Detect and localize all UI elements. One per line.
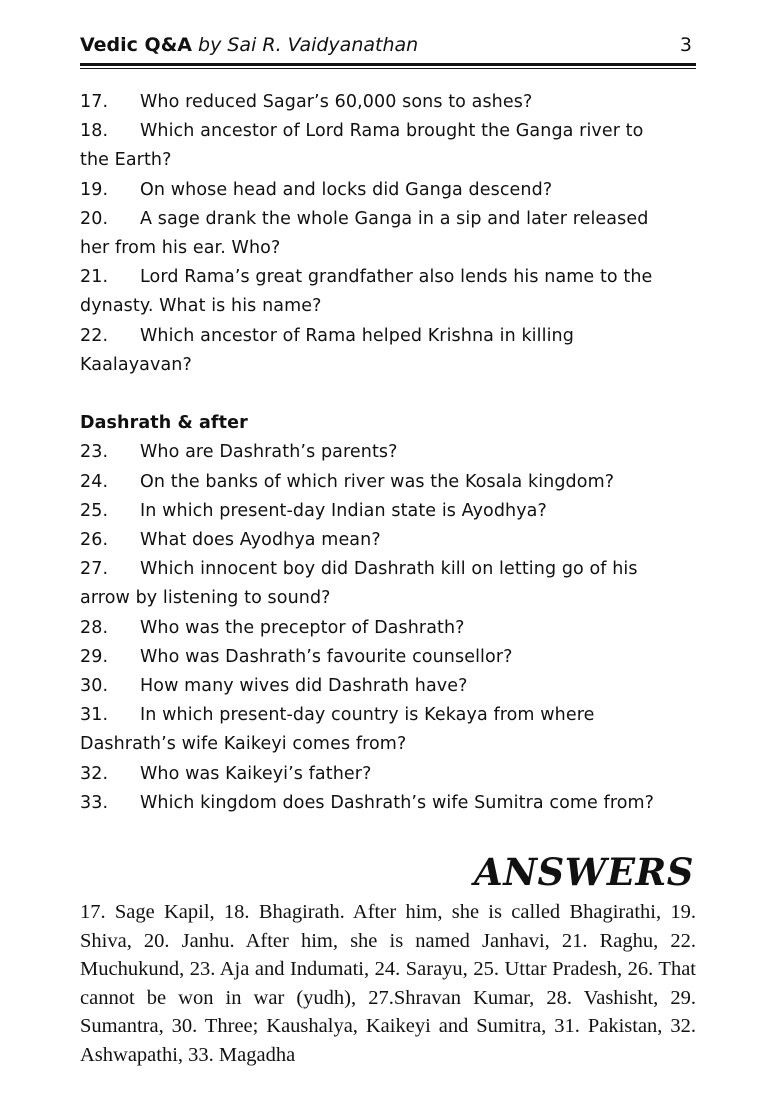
question-item: [80, 526, 700, 555]
question-number: 24.: [80, 471, 109, 492]
question-number: 33.: [80, 792, 109, 813]
header-title: [80, 34, 418, 56]
question-group-2: [80, 438, 700, 818]
question-text: Which ancestor of Rama helped Krishna in killing: [140, 325, 574, 346]
question-item: [80, 497, 700, 526]
question-text: What does Ayodhya mean?: [140, 530, 381, 551]
question-text: On whose head and locks did Ganga descend?: [140, 179, 553, 200]
question-text-continued: dynasty. What is his name?: [80, 296, 322, 317]
question-text-continued: arrow by listening to sound?: [80, 588, 331, 609]
question-number: 23.: [80, 442, 109, 463]
spacer: [80, 380, 700, 409]
question-text: In which present-day Indian state is Ayodhya?: [140, 500, 547, 521]
question-group-1: [80, 88, 700, 380]
header-rule-thin: [80, 68, 696, 69]
question-number: 26.: [80, 530, 109, 551]
question-number: 29.: [80, 646, 109, 667]
answers-heading: ANSWERS: [474, 850, 694, 894]
page-number: 3: [679, 34, 692, 56]
question-number: 22.: [80, 325, 109, 346]
question-text: On the banks of which river was the Kosala kingdom?: [140, 471, 615, 492]
question-text: Who was Dashrath’s favourite counsellor?: [140, 646, 513, 667]
question-text: Which kingdom does Dashrath’s wife Sumitra come from?: [140, 792, 655, 813]
question-item: [80, 322, 700, 380]
question-item: [80, 438, 700, 467]
question-item: [80, 614, 700, 643]
running-header: [80, 30, 696, 64]
question-text: Who reduced Sagar’s 60,000 sons to ashes?: [140, 92, 533, 112]
question-item: [80, 205, 700, 263]
question-item: [80, 643, 700, 672]
question-number: 30.: [80, 676, 109, 697]
question-text-continued: the Earth?: [80, 150, 172, 171]
question-number: 25.: [80, 500, 109, 521]
question-item: [80, 468, 700, 497]
question-text: Which ancestor of Lord Rama brought the Ganga river to: [140, 121, 644, 142]
header-title-bold: Vedic Q&A: [80, 34, 192, 56]
question-number: 17.: [80, 92, 109, 112]
question-item: [80, 555, 700, 613]
question-number: 27.: [80, 559, 109, 580]
question-text-continued: her from his ear. Who?: [80, 238, 281, 259]
header-rule-thick: [80, 63, 696, 66]
question-number: 20.: [80, 208, 109, 229]
question-item: [80, 760, 700, 789]
question-text-continued: Dashrath’s wife Kaikeyi comes from?: [80, 734, 407, 755]
question-number: 18.: [80, 121, 109, 142]
question-item: [80, 88, 700, 117]
question-text: In which present-day country is Kekaya from where: [140, 705, 595, 726]
question-item: [80, 117, 700, 175]
question-text: Who are Dashrath’s parents?: [140, 442, 398, 463]
question-number: 19.: [80, 179, 109, 200]
question-item: [80, 701, 700, 759]
question-number: 32.: [80, 763, 109, 784]
question-text: Lord Rama’s great grandfather also lends his name to the: [140, 267, 653, 288]
header-title-author: by Sai R. Vaidyanathan: [198, 34, 419, 56]
section-heading: Dashrath & after: [80, 413, 248, 434]
question-list: [80, 88, 700, 818]
question-text: Who was Kaikeyi’s father?: [140, 763, 372, 784]
answers-text: 17. Sage Kapil, 18. Bhagirath. After him, she is called Bhagirathi, 19. Shiva, 20. Janhu. After him, she is named Janhavi, 21. Raghu, 22. Muchukund, 23. Aja and Indumati, 24. Sarayu, 25. Uttar Pradesh, 26. That cannot be won in war (yudh), 27.Shravan Kumar, 28. Vashisht, 29. Sumantra, 30. Three; Kaushalya, Kaikeyi and Sumitra, 31. Pakistan, 32. Ashwapathi, 33. Magadha: [80, 901, 696, 1066]
question-number: 28.: [80, 617, 109, 638]
question-text: How many wives did Dashrath have?: [140, 676, 468, 697]
question-item: [80, 263, 700, 321]
question-text-continued: Kaalayavan?: [80, 354, 192, 375]
question-item: [80, 672, 700, 701]
question-number: 21.: [80, 267, 109, 288]
question-text: Who was the preceptor of Dashrath?: [140, 617, 465, 638]
question-number: 31.: [80, 705, 109, 726]
question-text: Which innocent boy did Dashrath kill on letting go of his: [140, 559, 638, 580]
question-text: A sage drank the whole Ganga in a sip and later released: [140, 208, 649, 229]
question-item: [80, 789, 700, 818]
question-item: [80, 176, 700, 205]
